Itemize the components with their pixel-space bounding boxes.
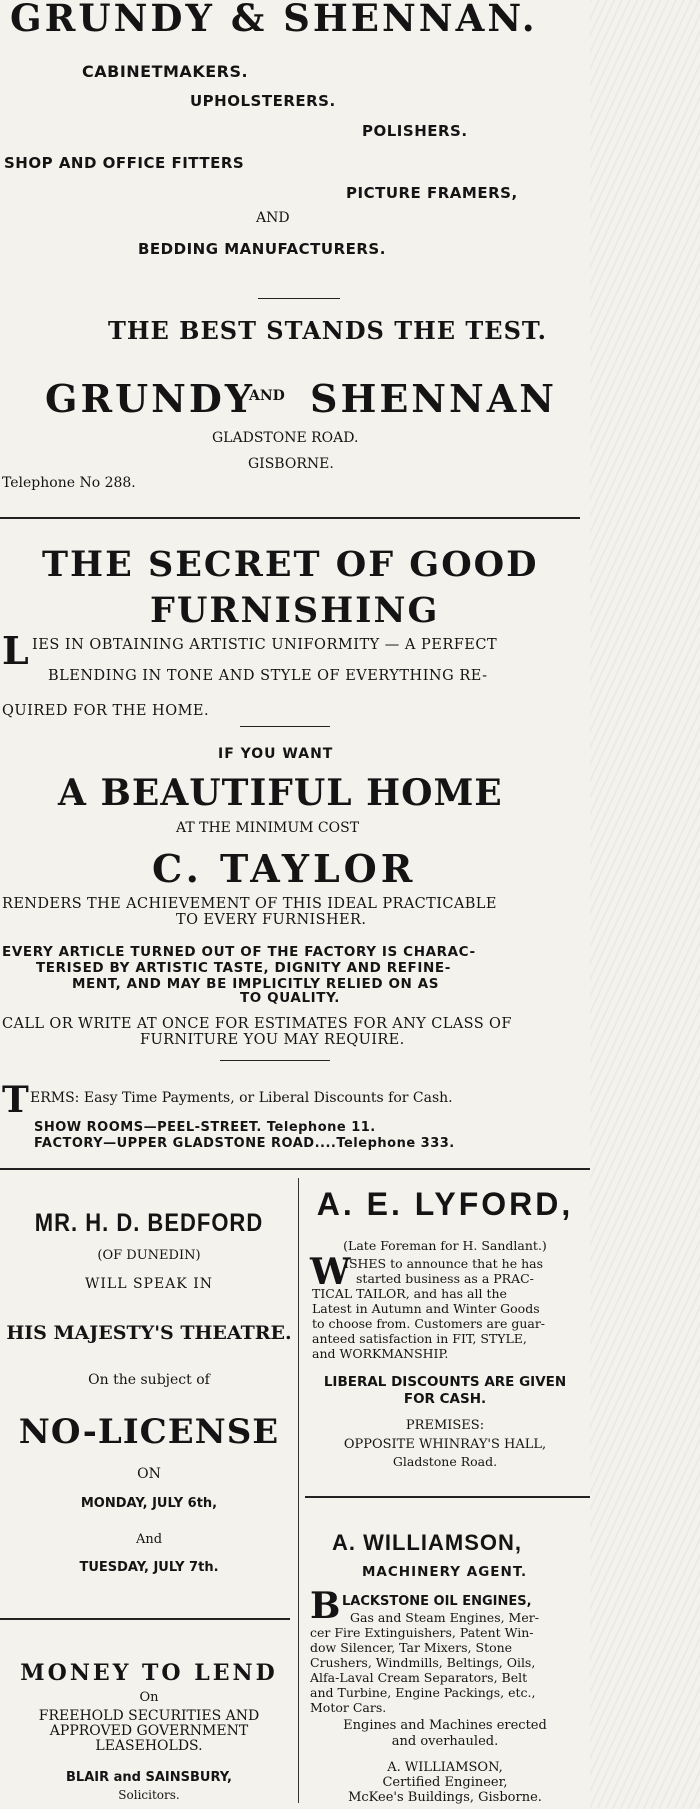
lies-line-2: BLENDING IN TONE AND STYLE OF EVERYTHING RE- [48, 668, 488, 684]
bedford-of: (OF DUNEDIN) [97, 1248, 201, 1263]
williamson-drop-cap: B [310, 1585, 341, 1627]
upholsterers-line: UPHOLSTERERS. [190, 92, 336, 110]
factory-line: FACTORY—UPPER GLADSTONE ROAD....Telephone 333. [34, 1136, 455, 1151]
lyford-body-2: started business as a PRAC- [356, 1271, 534, 1286]
lyford-discounts-2: FOR CASH. [403, 1391, 487, 1407]
right-column-divider [305, 1496, 590, 1498]
bedford-on: ON [137, 1466, 161, 1482]
williamson-body-4: dow Silencer, Tar Mixers, Stone [310, 1640, 513, 1655]
bedford-subject: On the subject of [88, 1372, 210, 1388]
grundy-name-right: SHENNAN [310, 376, 557, 421]
every-line-1: EVERY ARTICLE TURNED OUT OF THE FACTORY IS CHARAC- [2, 944, 476, 960]
williamson-sig-1: A. WILLIAMSON, [387, 1760, 503, 1775]
lyford-late: (Late Foreman for H. Sandlant.) [343, 1238, 547, 1253]
bedford-theatre: HIS MAJESTY'S THEATRE. [6, 1322, 292, 1344]
column-divider [298, 1178, 299, 1803]
williamson-body-7: and Turbine, Engine Packings, etc., [310, 1685, 536, 1700]
williamson-body-1: LACKSTONE OIL ENGINES, [342, 1594, 532, 1609]
bedford-date-2: TUESDAY, JULY 7th. [79, 1560, 219, 1575]
money-line-3: LEASEHOLDS. [95, 1738, 203, 1754]
lies-drop-cap: L [2, 628, 29, 673]
terms-line: ERMS: Easy Time Payments, or Liberal Discounts for Cash. [30, 1090, 453, 1106]
lyford-premises: PREMISES: [405, 1418, 485, 1433]
renders-line-2: TO EVERY FURNISHER. [176, 912, 367, 928]
paper-edge-texture [590, 0, 700, 1809]
lyford-body-1: ISHES to announce that he has [344, 1256, 543, 1271]
minimum-cost: AT THE MINIMUM COST [176, 820, 360, 836]
terms-drop-cap: T [2, 1079, 29, 1121]
grundy-title: GRUNDY & SHENNAN. [10, 0, 538, 40]
grundy-name-and: AND [249, 388, 285, 404]
williamson-body-3: cer Fire Extinguishers, Patent Win- [310, 1625, 534, 1640]
section-divider-1 [0, 517, 580, 519]
renders-line-1: RENDERS THE ACHIEVEMENT OF THIS IDEAL PRACTICABLE [2, 896, 497, 912]
money-line-1: FREEHOLD SECURITIES AND [38, 1708, 260, 1724]
bedford-name: MR. H. D. BEDFORD [34, 1208, 264, 1237]
money-role: Solicitors. [118, 1788, 180, 1802]
show-rooms-line: SHOW ROOMS—PEEL-STREET. Telephone 11. [34, 1120, 376, 1135]
williamson-sig-2: Certified Engineer, [382, 1775, 508, 1790]
lyford-body-3: TICAL TAILOR, and has all the [312, 1286, 507, 1301]
divider-short-2 [240, 726, 330, 727]
lyford-name: A. E. LYFORD, [316, 1186, 574, 1222]
motto: THE BEST STANDS THE TEST. [108, 316, 548, 345]
section-divider-2 [0, 1168, 590, 1170]
williamson-name: A. WILLIAMSON, [332, 1530, 522, 1555]
williamson-erected-1: Engines and Machines erected [343, 1718, 547, 1733]
grundy-telephone: Telephone No 288. [2, 475, 136, 491]
lies-line-3: QUIRED FOR THE HOME. [2, 703, 210, 719]
bedding-line: BEDDING MANUFACTURERS. [138, 240, 386, 258]
shop-office-line: SHOP AND OFFICE FITTERS [4, 154, 245, 172]
and-line: AND [256, 210, 290, 226]
lyford-opposite: OPPOSITE WHINRAY'S HALL, [343, 1437, 547, 1452]
grundy-address-road: GLADSTONE ROAD. [212, 430, 359, 446]
williamson-erected-2: and overhauled. [391, 1734, 499, 1749]
williamson-body-2: Gas and Steam Engines, Mer- [350, 1610, 539, 1625]
bedford-date-1: MONDAY, JULY 6th, [80, 1496, 218, 1511]
call-line-1: CALL OR WRITE AT ONCE FOR ESTIMATES FOR ANY CLASS OF [2, 1016, 512, 1032]
williamson-title: MACHINERY AGENT. [362, 1564, 528, 1580]
lyford-body-5: to choose from. Customers are guar- [312, 1316, 546, 1331]
beautiful-home: A BEAUTIFUL HOME [58, 772, 503, 814]
every-line-2: TERISED BY ARTISTIC TASTE, DIGNITY AND REFINE- [36, 960, 451, 976]
money-line-2: APPROVED GOVERNMENT [49, 1723, 249, 1739]
williamson-sig-3: McKee's Buildings, Gisborne. [348, 1790, 542, 1805]
polishers-line: POLISHERS. [362, 122, 468, 140]
divider-short [258, 298, 340, 299]
grundy-address-town: GISBORNE. [248, 456, 334, 472]
williamson-body-6: Alfa-Laval Cream Separators, Belt [310, 1670, 528, 1685]
picture-framers-line: PICTURE FRAMERS, [346, 184, 518, 202]
left-column-divider [0, 1618, 290, 1620]
money-on: On [139, 1690, 159, 1705]
williamson-body-8: Motor Cars. [310, 1700, 387, 1715]
lies-line-1: IES IN OBTAINING ARTISTIC UNIFORMITY — A PERFECT [32, 637, 498, 653]
bedford-and: And [135, 1532, 163, 1547]
lyford-body-4: Latest in Autumn and Winter Goods [312, 1301, 540, 1316]
taylor-name: C. TAYLOR [152, 846, 417, 891]
lyford-body-7: and WORKMANSHIP. [312, 1346, 449, 1361]
if-you-want: IF YOU WANT [218, 746, 334, 762]
cabinetmakers-line: CABINETMAKERS. [82, 62, 249, 81]
every-line-3: MENT, AND MAY BE IMPLICITLY RELIED ON AS [72, 976, 440, 992]
every-line-4: TO QUALITY. [240, 990, 340, 1006]
lyford-discounts-1: LIBERAL DISCOUNTS ARE GIVEN [323, 1374, 567, 1390]
money-headline: MONEY TO LEND [20, 1660, 278, 1686]
bedford-will-speak: WILL SPEAK IN [85, 1276, 213, 1292]
taylor-headline-1: THE SECRET OF GOOD [42, 544, 539, 585]
lyford-drop-cap: W [310, 1251, 351, 1293]
bedford-topic: NO-LICENSE [18, 1412, 280, 1452]
grundy-name-left: GRUNDY [45, 376, 255, 421]
taylor-headline-2: FURNISHING [150, 590, 440, 631]
call-line-2: FURNITURE YOU MAY REQUIRE. [140, 1032, 405, 1048]
lyford-body-6: anteed satisfaction in FIT, STYLE, [312, 1331, 527, 1346]
lyford-road: Gladstone Road. [392, 1454, 498, 1469]
divider-short-3 [220, 1060, 330, 1061]
money-firm: BLAIR and SAINSBURY, [66, 1770, 232, 1785]
williamson-body-5: Crushers, Windmills, Beltings, Oils, [310, 1655, 536, 1670]
